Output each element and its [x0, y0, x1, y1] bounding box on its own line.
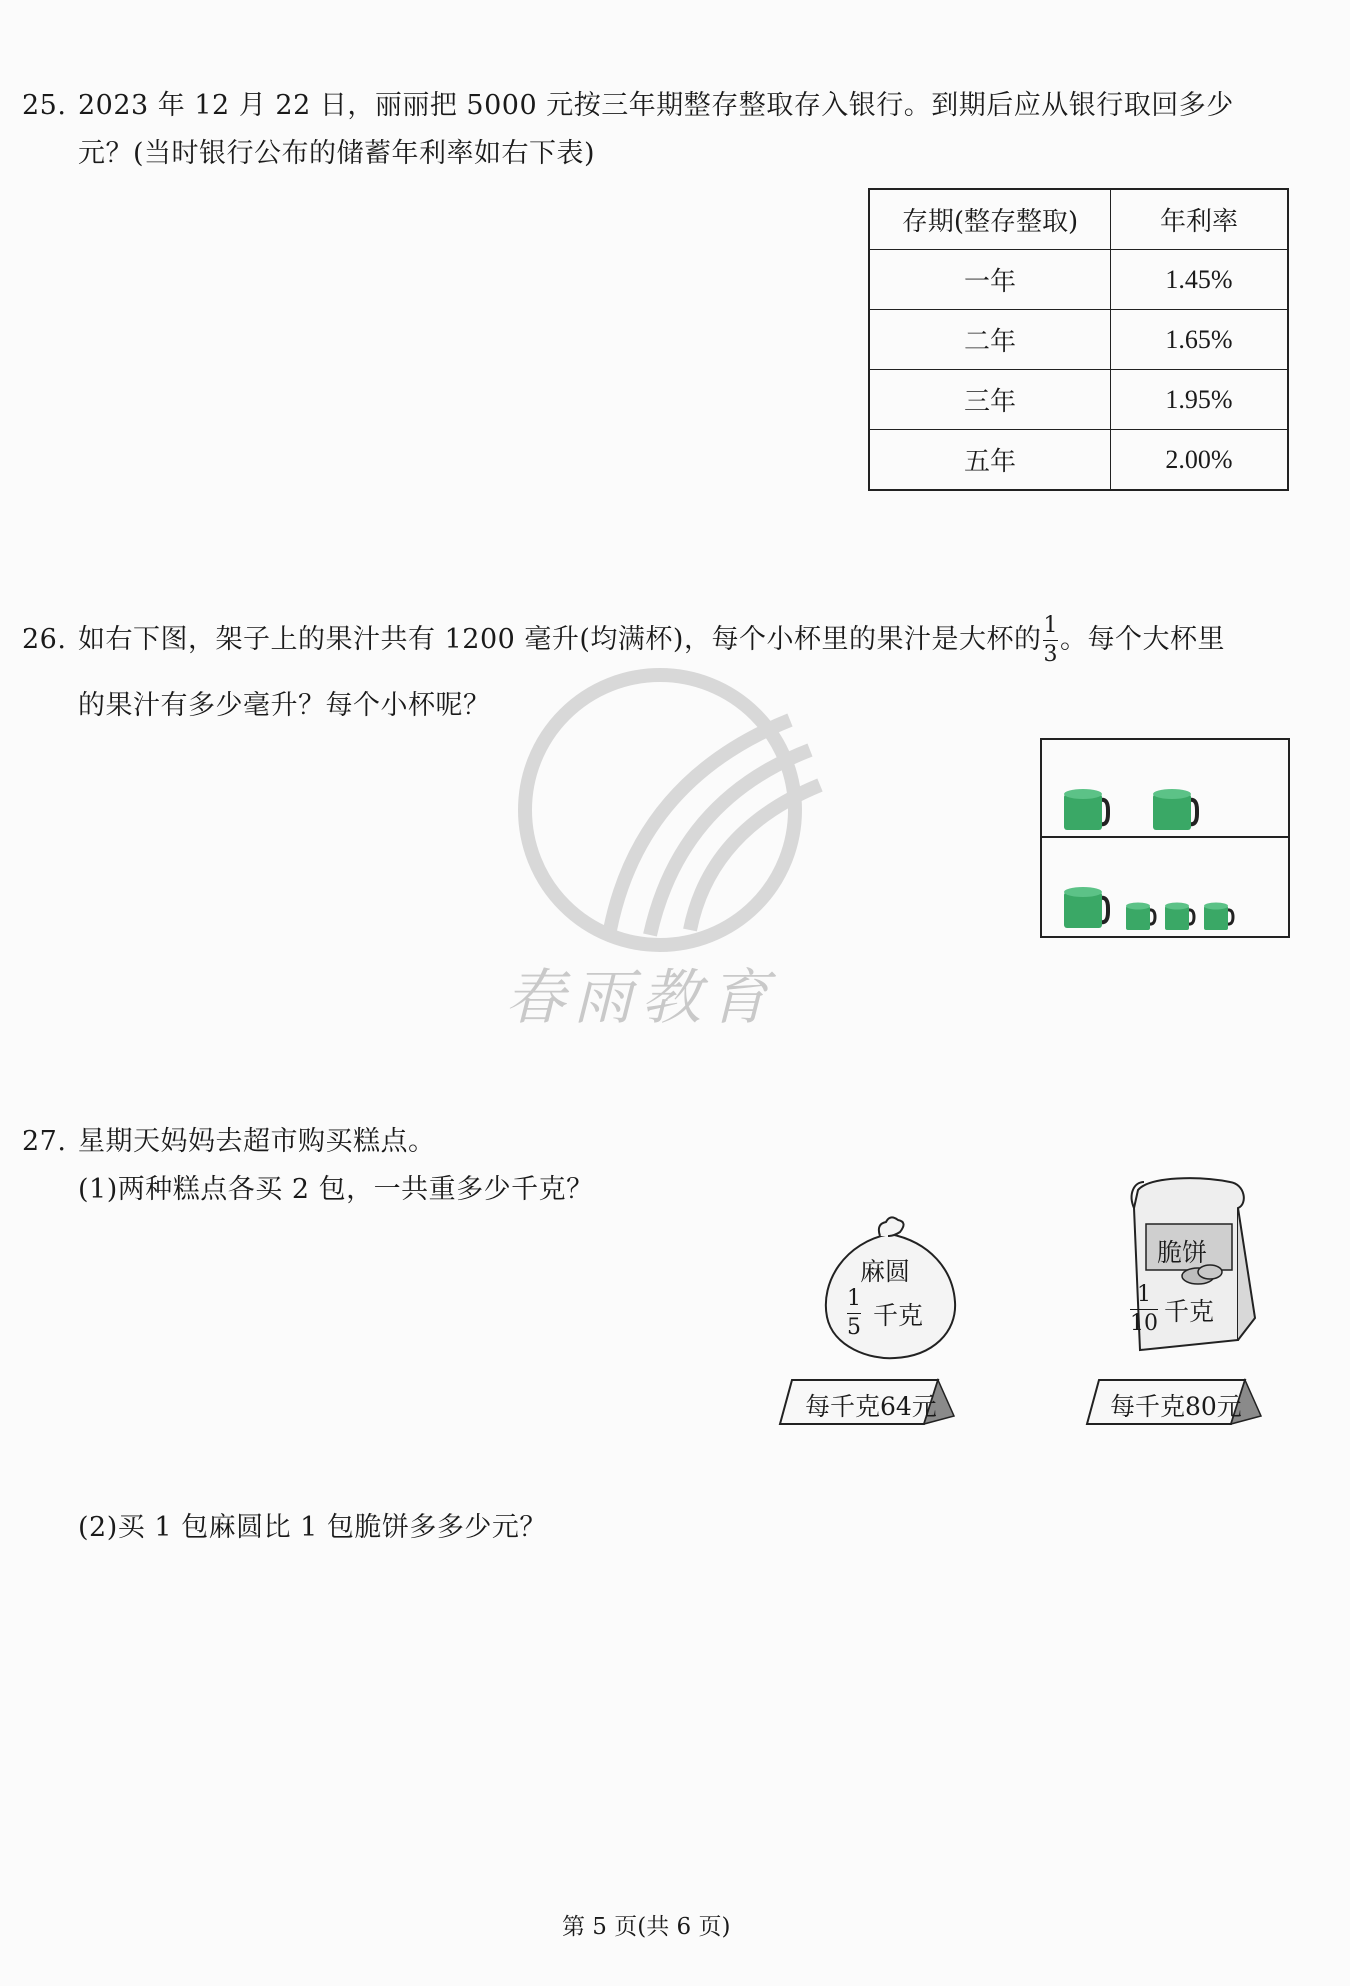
mayuan-unit: 千克: [873, 1300, 924, 1330]
q27-title: 星期天妈妈去超市购买糕点。: [78, 1126, 436, 1157]
table-cell-term: 一年: [869, 250, 1111, 310]
q27-part1: (1)两种糕点各买 2 包，一共重多少千克？: [78, 1174, 594, 1205]
table-cell-term: 三年: [869, 370, 1111, 430]
mayuan-fraction: [847, 1288, 861, 1339]
large-cup: [1153, 789, 1197, 830]
fraction-numerator: 1: [1043, 612, 1058, 638]
watermark-text: 春雨教育: [505, 963, 777, 1033]
q26-line1-text-b: 。每个大杯里: [1059, 623, 1225, 655]
table-cell-rate: 1.65%: [1111, 310, 1289, 370]
fraction-denominator: 3: [1043, 641, 1058, 667]
table-header-row: [869, 189, 1288, 250]
interest-rate-table: [868, 188, 1289, 491]
mayuan-weight: [845, 1288, 923, 1339]
table-row: [869, 250, 1288, 310]
small-cup: [1204, 903, 1233, 931]
table-cell-rate: 1.45%: [1111, 250, 1289, 310]
mayuan-name: 麻圆: [860, 1257, 911, 1286]
cuibing-fraction: [1130, 1284, 1158, 1335]
table-row: [869, 310, 1288, 370]
cuibing-name: 脆饼: [1157, 1238, 1208, 1267]
cuibing-weight: [1128, 1284, 1214, 1335]
fraction-bar: [1043, 640, 1058, 641]
small-cup: [1165, 903, 1194, 931]
q25-line2: 元？(当时银行公布的储蓄年利率如右下表): [78, 138, 596, 169]
table-header-term: 存期(整存整取): [869, 189, 1111, 250]
table-row: [869, 430, 1288, 491]
mayuan-price-tag: 每千克64元: [805, 1392, 937, 1421]
small-cup: [1126, 903, 1155, 931]
table-header-rate: 年利率: [1111, 189, 1289, 250]
large-cup: [1064, 789, 1108, 830]
table-cell-term: 五年: [869, 430, 1111, 491]
q25-line1: 2023 年 12 月 22 日，丽丽把 5000 元按三年期整存整取存入银行。到期后应从银行取回多少: [78, 90, 1234, 121]
table-cell-rate: 1.95%: [1111, 370, 1289, 430]
q26-line1-text-a: 如右下图，架子上的果汁共有 1200 毫升(均满杯)，每个小杯里的果汁是大杯的: [78, 623, 1042, 655]
q25-number: 25.: [22, 90, 67, 121]
cuibing-unit: 千克: [1164, 1296, 1215, 1326]
fraction-bar: [1130, 1309, 1158, 1310]
table-cell-rate: 2.00%: [1111, 430, 1289, 491]
q27-number: 27.: [22, 1126, 67, 1157]
table-cell-term: 二年: [869, 310, 1111, 370]
fraction-numerator: 1: [847, 1286, 861, 1311]
page-footer: 第 5 页(共 6 页): [562, 1914, 731, 1940]
fraction-numerator: 1: [1137, 1282, 1151, 1307]
shelf-with-cups: [1040, 738, 1290, 938]
fraction-denominator: 5: [847, 1315, 861, 1340]
cuibing-price-tag: 每千克80元: [1110, 1392, 1242, 1421]
q26-line2: 的果汁有多少毫升？每个小杯呢？: [78, 690, 491, 721]
q26-fraction: [1043, 612, 1058, 667]
q27-part2: (2)买 1 包麻圆比 1 包脆饼多多少元？: [78, 1512, 547, 1543]
table-row: [869, 370, 1288, 430]
large-cup: [1064, 887, 1108, 928]
fraction-bar: [847, 1313, 861, 1314]
fraction-denominator: 10: [1130, 1311, 1158, 1336]
q26-number: 26.: [22, 624, 67, 655]
